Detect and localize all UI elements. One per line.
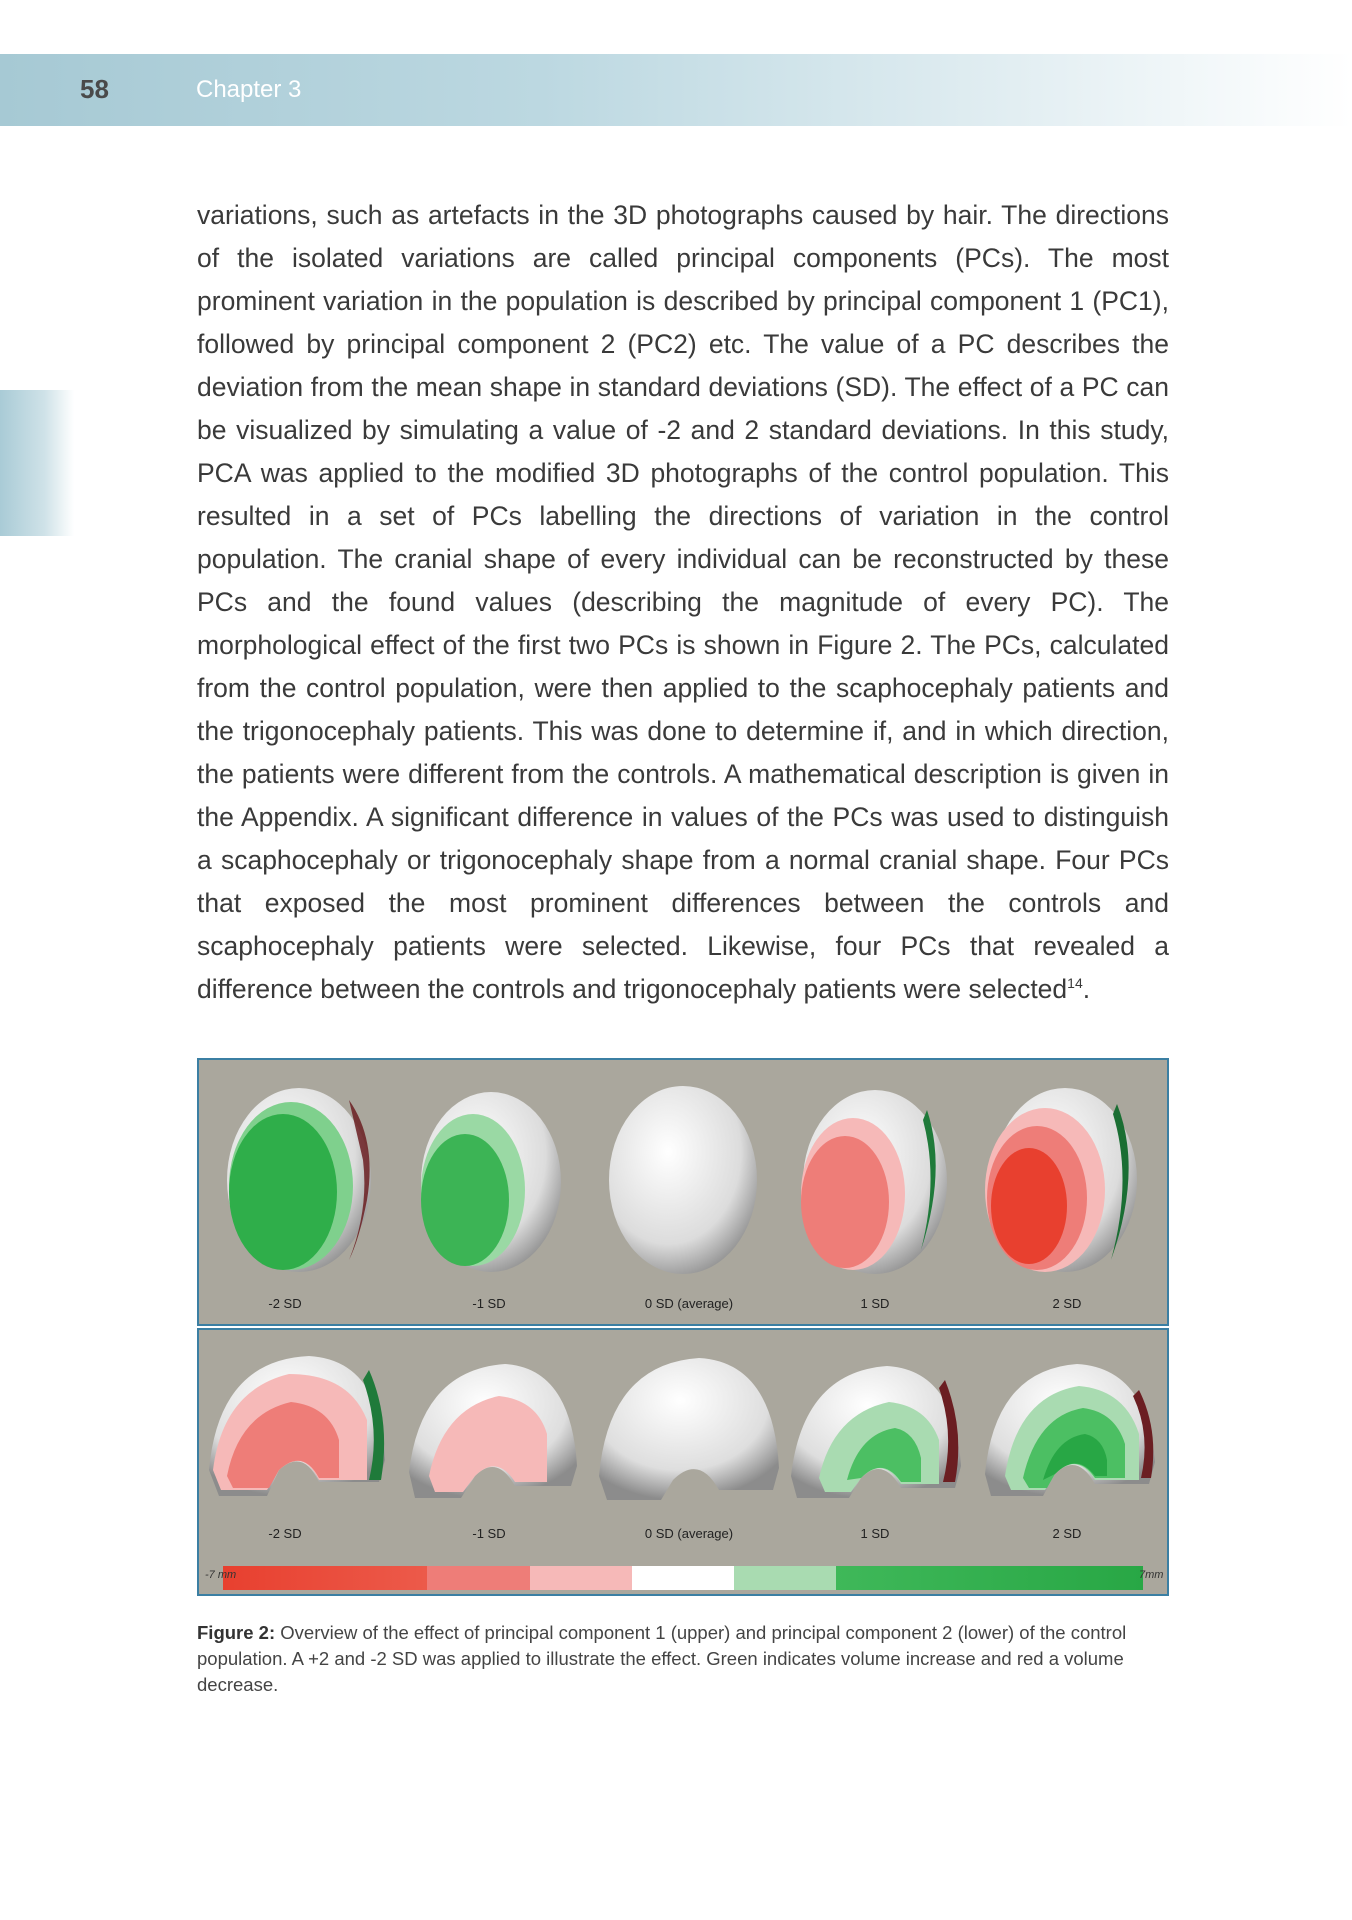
pc1-label-minus-2sd: -2 SD: [268, 1296, 302, 1311]
color-scale-increase-light: [734, 1566, 836, 1590]
pc2-label-minus-2sd: -2 SD: [268, 1526, 302, 1541]
pc2-skull-minus-1sd: [409, 1364, 577, 1498]
pc2-label-minus-1sd: -1 SD: [472, 1526, 506, 1541]
citation-superscript: 14: [1067, 975, 1083, 992]
pc1-label-average: 0 SD (average): [644, 1296, 734, 1311]
pc2-skull-plus-1sd: [791, 1366, 961, 1498]
pc2-label-plus-1sd: 1 SD: [860, 1526, 890, 1541]
color-scale-bar: [223, 1566, 1143, 1590]
pc1-skull-minus-2sd: [227, 1088, 371, 1272]
pc1-label-minus-1sd: -1 SD: [472, 1296, 506, 1311]
pc2-skull-plus-2sd: [985, 1364, 1155, 1496]
figure-2: [197, 1058, 1169, 1596]
pc1-skull-renderings: [199, 1060, 1167, 1324]
color-scale-min-label: -7 mm: [205, 1569, 237, 1581]
pc2-skull-renderings: [199, 1330, 1167, 1594]
pc1-skull-minus-1sd: [421, 1092, 561, 1272]
color-scale-max-label: 7mm: [1139, 1569, 1164, 1581]
pc2-label-average: 0 SD (average): [644, 1526, 734, 1541]
pc1-skull-plus-1sd: [801, 1090, 947, 1274]
figure-caption: [197, 1620, 1169, 1698]
pc1-skull-average: [609, 1086, 757, 1274]
pc2-skull-minus-2sd: [209, 1356, 385, 1496]
color-scale-neutral: [632, 1566, 734, 1590]
page-number: 58: [80, 74, 109, 104]
chapter-side-tab: [0, 390, 74, 536]
body-paragraph: [197, 194, 1169, 1011]
color-scale-increase-strong: [836, 1566, 1143, 1590]
figure-panel-pc1: [197, 1058, 1169, 1326]
chapter-title: Chapter 3: [196, 76, 302, 103]
pc2-label-plus-2sd: 2 SD: [1052, 1526, 1082, 1541]
pc1-skull-plus-2sd: [985, 1088, 1137, 1272]
color-scale-decrease-light: [530, 1566, 632, 1590]
paragraph-end-punctuation: .: [1082, 974, 1091, 1004]
caption-label: Figure 2:: [197, 1622, 276, 1643]
pc2-skull-average: [599, 1358, 779, 1500]
body-paragraph-text: variations, such as artefacts in the 3D photographs caused by hair. The directions of the isolated variations are called principal components (PCs). The most prominent variation in the population is described by principal component 1 (PC1), followed by principal component 2 (PC2) etc. The value of a PC describes the deviation from the mean shape in standard deviations (SD). The effect of a PC can be visualized by simulating a value of -2 and 2 standard deviations. In this study, PCA was applied to the modified 3D photographs of the control population. This resulted in a set of PCs labelling the directions of variation in the control population. The cranial shape of every individual can be reconstructed by these PCs and the found values (describing the magnitude of every PC). The morphological effect of the first two PCs is shown in Figure 2. The PCs, calculated from the control population, were then applied to the scaphocephaly patients and the trigonocephaly patients. This was done to determine if, and in which direction, the patients were different from the controls. A mathematical description is given in the Appendix. A significant difference in values of the PCs was used to distinguish a scaphocephaly or trigonocephaly shape from a normal cranial shape. Four PCs that exposed the most prominent differences between the controls and scaphocephaly patients were selected. Likewise, four PCs that revealed a difference between the controls and trigonocephaly patients were selected: [197, 200, 1169, 1004]
color-scale-decrease-strong: [223, 1566, 427, 1590]
caption-text: Overview of the effect of principal component 1 (upper) and principal component 2 (lower) of the control population. A +2 and -2 SD was applied to illustrate the effect. Green indicates volume increase and red a volume decrease.: [197, 1622, 1127, 1695]
pc1-label-plus-1sd: 1 SD: [860, 1296, 890, 1311]
pc1-label-plus-2sd: 2 SD: [1052, 1296, 1082, 1311]
figure-panel-pc2: [197, 1328, 1169, 1596]
color-scale-decrease-mid: [427, 1566, 529, 1590]
